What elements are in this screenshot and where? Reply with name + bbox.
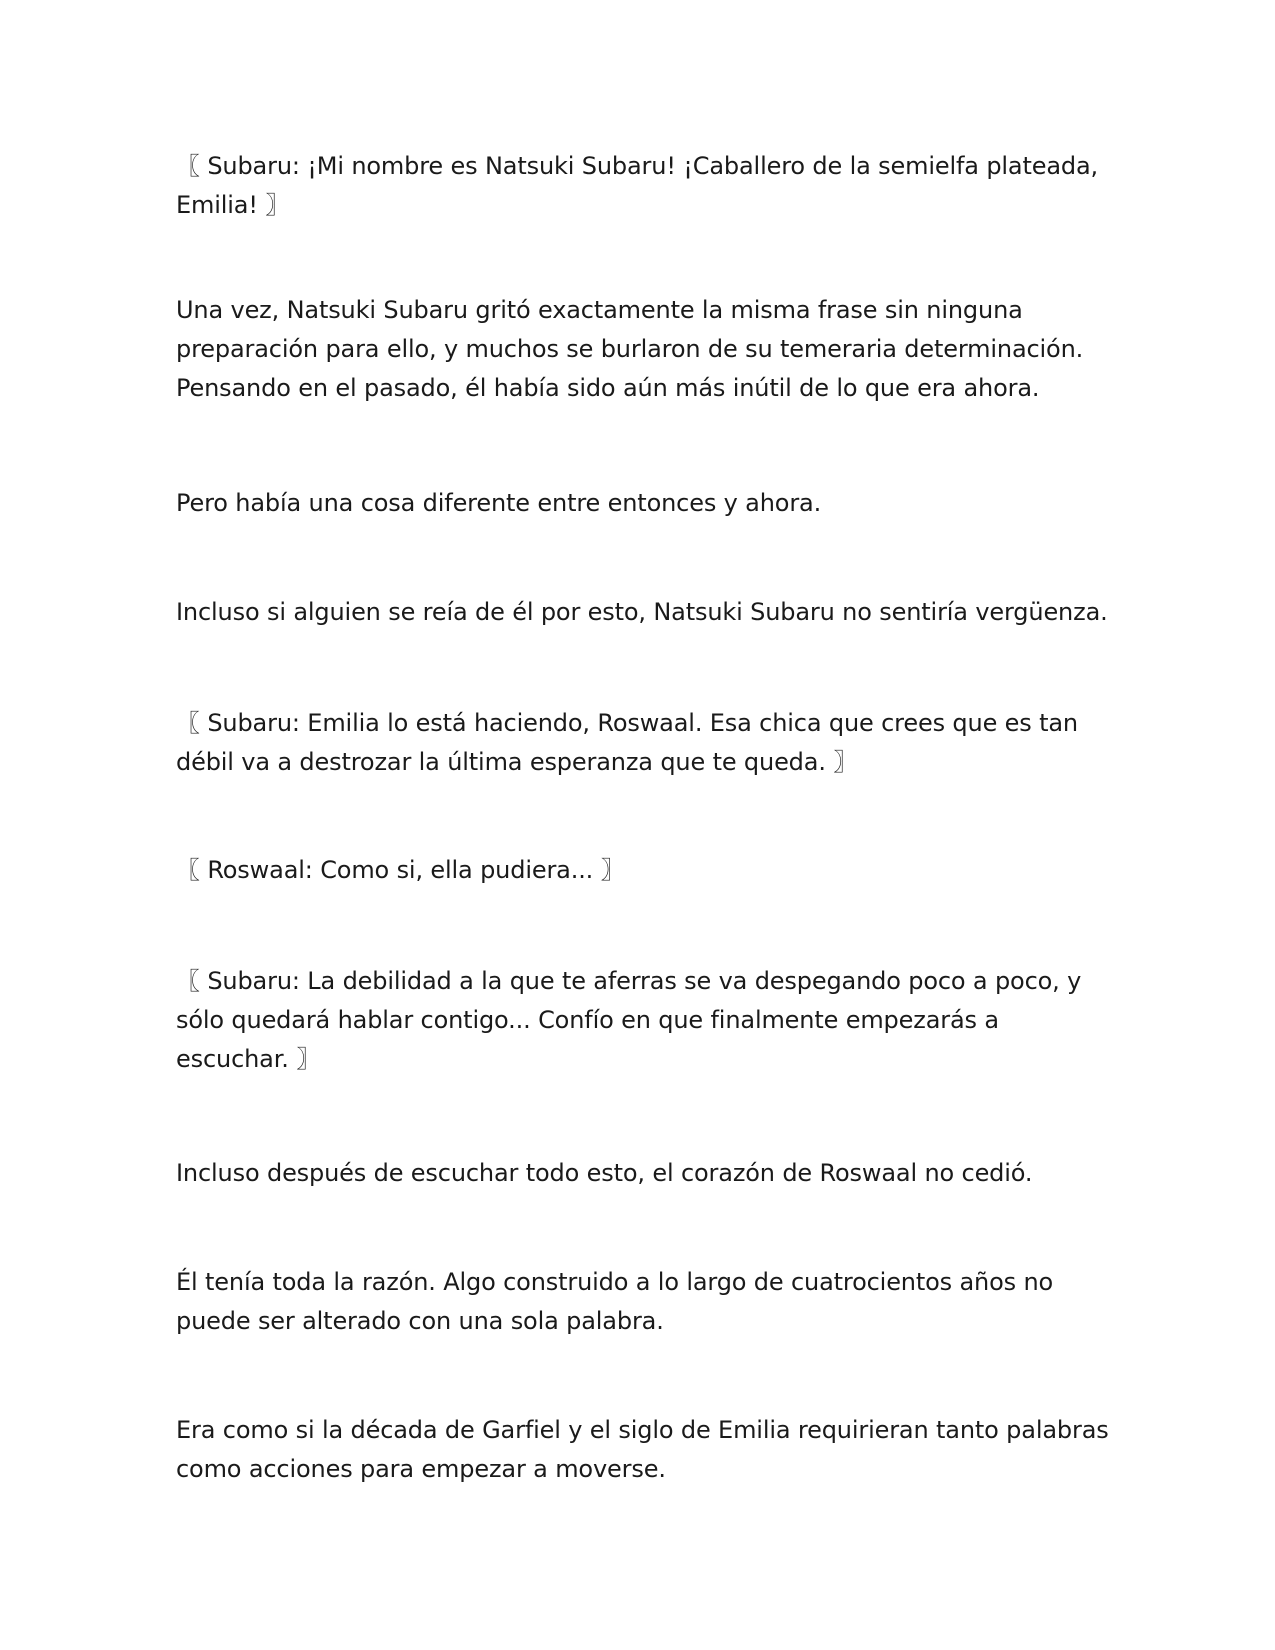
text-line: Emilia! 〗 [176,191,290,219]
paragraph-7 [176,962,1106,1079]
paragraph-6 [176,851,1106,890]
text-line: como acciones para empezar a moverse. [176,1455,666,1483]
text-line: Incluso si alguien se reía de él por esto, Natsuki Subaru no sentiría vergüenza. [176,598,1108,626]
paragraph-1 [176,147,1106,225]
text-line: 〖 Roswaal: Como si, ella pudiera... 〗 [176,856,625,884]
paragraph-3 [176,484,1106,523]
paragraph-5 [176,704,1106,782]
text-line: Una vez, Natsuki Subaru gritó exactamente la misma frase sin ninguna [176,296,1023,324]
text-line: Él tenía toda la razón. Algo construido a lo largo de cuatrocientos años no [176,1268,1054,1296]
text-line: sólo quedará hablar contigo... Confío en que finalmente empezarás a [176,1006,999,1034]
text-line: preparación para ello, y muchos se burlaron de su temeraria determinación. [176,335,1084,363]
paragraph-10 [176,1411,1109,1489]
text-line: 〖 Subaru: La debilidad a la que te aferras se va despegando poco a poco, y [176,967,1082,995]
text-line: Era como si la década de Garfiel y el siglo de Emilia requirieran tanto palabras [176,1416,1109,1444]
paragraph-4 [176,593,1106,632]
text-line: débil va a destrozar la última esperanza que te queda. 〗 [176,748,858,776]
text-line: 〖 Subaru: ¡Mi nombre es Natsuki Subaru! ¡Caballero de la semielfa plateada, [176,152,1099,180]
text-line: 〖 Subaru: Emilia lo está haciendo, Roswaal. Esa chica que crees que es tan [176,709,1078,737]
text-line: Pensando en el pasado, él había sido aún más inútil de lo que era ahora. [176,374,1040,402]
paragraph-8 [176,1154,1106,1193]
paragraph-2 [176,291,1106,408]
text-line: escuchar. 〗 [176,1045,321,1073]
paragraph-9 [176,1263,1106,1341]
text-line: Incluso después de escuchar todo esto, el corazón de Roswaal no cedió. [176,1159,1033,1187]
text-line: puede ser alterado con una sola palabra. [176,1307,664,1335]
text-line: Pero había una cosa diferente entre entonces y ahora. [176,489,822,517]
